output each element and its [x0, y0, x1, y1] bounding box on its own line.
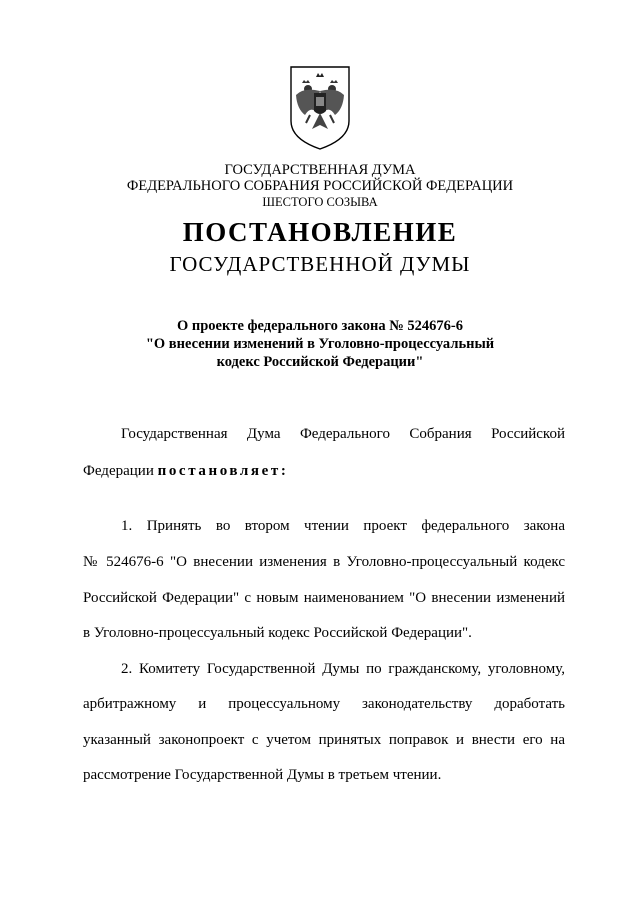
document-title-line3: кодекс Российской Федерации" [216, 354, 424, 370]
preamble-line2 [83, 461, 565, 481]
item1-line4: в Уголовно-процессуальный кодекс Российской Федерации". [83, 625, 472, 641]
item1-line3: Российской Федерации" с новым наименованием "О внесении изменений [83, 590, 565, 606]
item2-line2: арбитражному и процессуальному законодательству доработать [83, 696, 565, 712]
resolution-action: постановляет: [157, 463, 289, 479]
org-name-line2: ФЕДЕРАЛЬНОГО СОБРАНИЯ РОССИЙСКОЙ ФЕДЕРАЦИИ [126, 178, 514, 194]
item1-line1: 1. Принять во втором чтении проект федерального закона [121, 518, 565, 534]
preamble-line1: Государственная Дума Федерального Собрания Российской [121, 426, 565, 442]
document-subtype-heading: ГОСУДАРСТВЕННОЙ ДУМЫ [169, 252, 471, 276]
item2-line1: 2. Комитету Государственной Думы по гражданскому, уголовному, [121, 661, 565, 677]
convocation-line: ШЕСТОГО СОЗЫВА [262, 195, 378, 209]
coat-of-arms-emblem [288, 65, 352, 151]
preamble-text: Федерации [83, 463, 158, 479]
item2-line4: рассмотрение Государственной Думы в третьем чтении. [83, 767, 442, 783]
org-name-line1: ГОСУДАРСТВЕННАЯ ДУМА [224, 162, 416, 178]
document-title-line2: "О внесении изменений в Уголовно-процессуальный [145, 336, 495, 352]
document-type-heading: ПОСТАНОВЛЕНИЕ [182, 217, 458, 247]
item1-line2: № 524676-6 "О внесении изменения в Уголовно-процессуальный кодекс [83, 554, 565, 570]
document-title-line1: О проекте федерального закона № 524676-6 [176, 318, 464, 334]
item2-line3: указанный законопроект с учетом принятых поправок и внести его на [83, 732, 565, 748]
